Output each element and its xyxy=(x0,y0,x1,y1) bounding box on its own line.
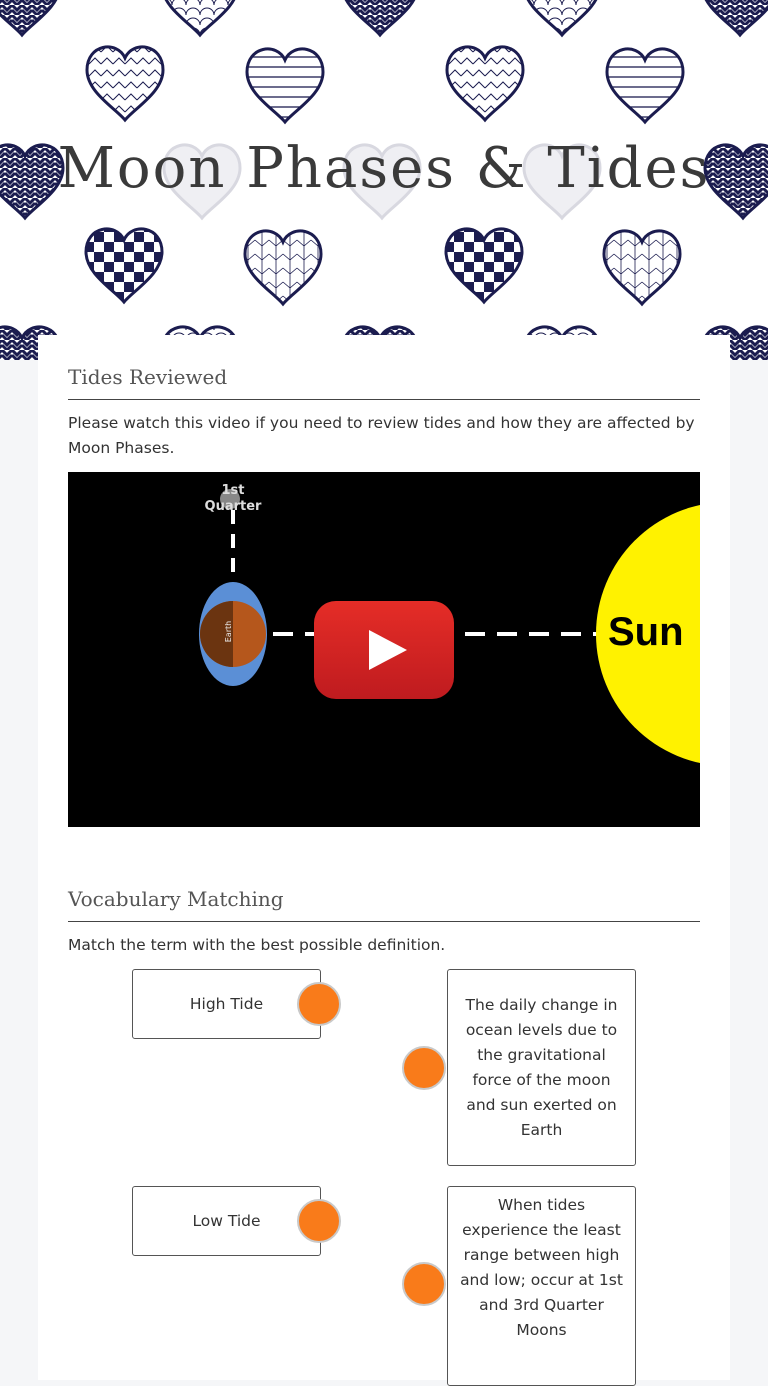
page-title: Moon Phases & Tides xyxy=(57,136,711,201)
video-label-sun: Sun xyxy=(608,610,684,654)
term-low-tide[interactable]: Low Tide xyxy=(132,1186,321,1256)
youtube-play-icon[interactable] xyxy=(314,601,454,699)
definition-neap-tide[interactable]: When tides experience the least range between high and low; occur at 1st and 3rd Quarter Moons xyxy=(447,1186,636,1386)
definition-tides[interactable]: The daily change in ocean levels due to the gravitational force of the moon and sun exerted on Earth xyxy=(447,969,636,1166)
match-handle-low-tide[interactable] xyxy=(297,1199,341,1243)
match-handle-definition-1[interactable] xyxy=(402,1046,446,1090)
section-title-tides-reviewed: Tides Reviewed xyxy=(68,365,700,400)
section-description: Please watch this video if you need to review tides and how they are affected by Moon Phases. xyxy=(68,414,695,457)
video-player[interactable] xyxy=(68,472,700,827)
video-label-1st: 1st xyxy=(221,483,245,498)
video-label-quarter: Quarter xyxy=(204,499,262,514)
section-title-vocabulary: Vocabulary Matching xyxy=(68,887,700,922)
match-handle-definition-2[interactable] xyxy=(402,1262,446,1306)
worksheet-card xyxy=(38,335,730,1380)
match-handle-high-tide[interactable] xyxy=(297,982,341,1026)
header-banner xyxy=(0,0,768,360)
section-description: Match the term with the best possible definition. xyxy=(68,936,446,954)
term-high-tide[interactable]: High Tide xyxy=(132,969,321,1039)
video-label-earth: Earth xyxy=(224,620,234,643)
